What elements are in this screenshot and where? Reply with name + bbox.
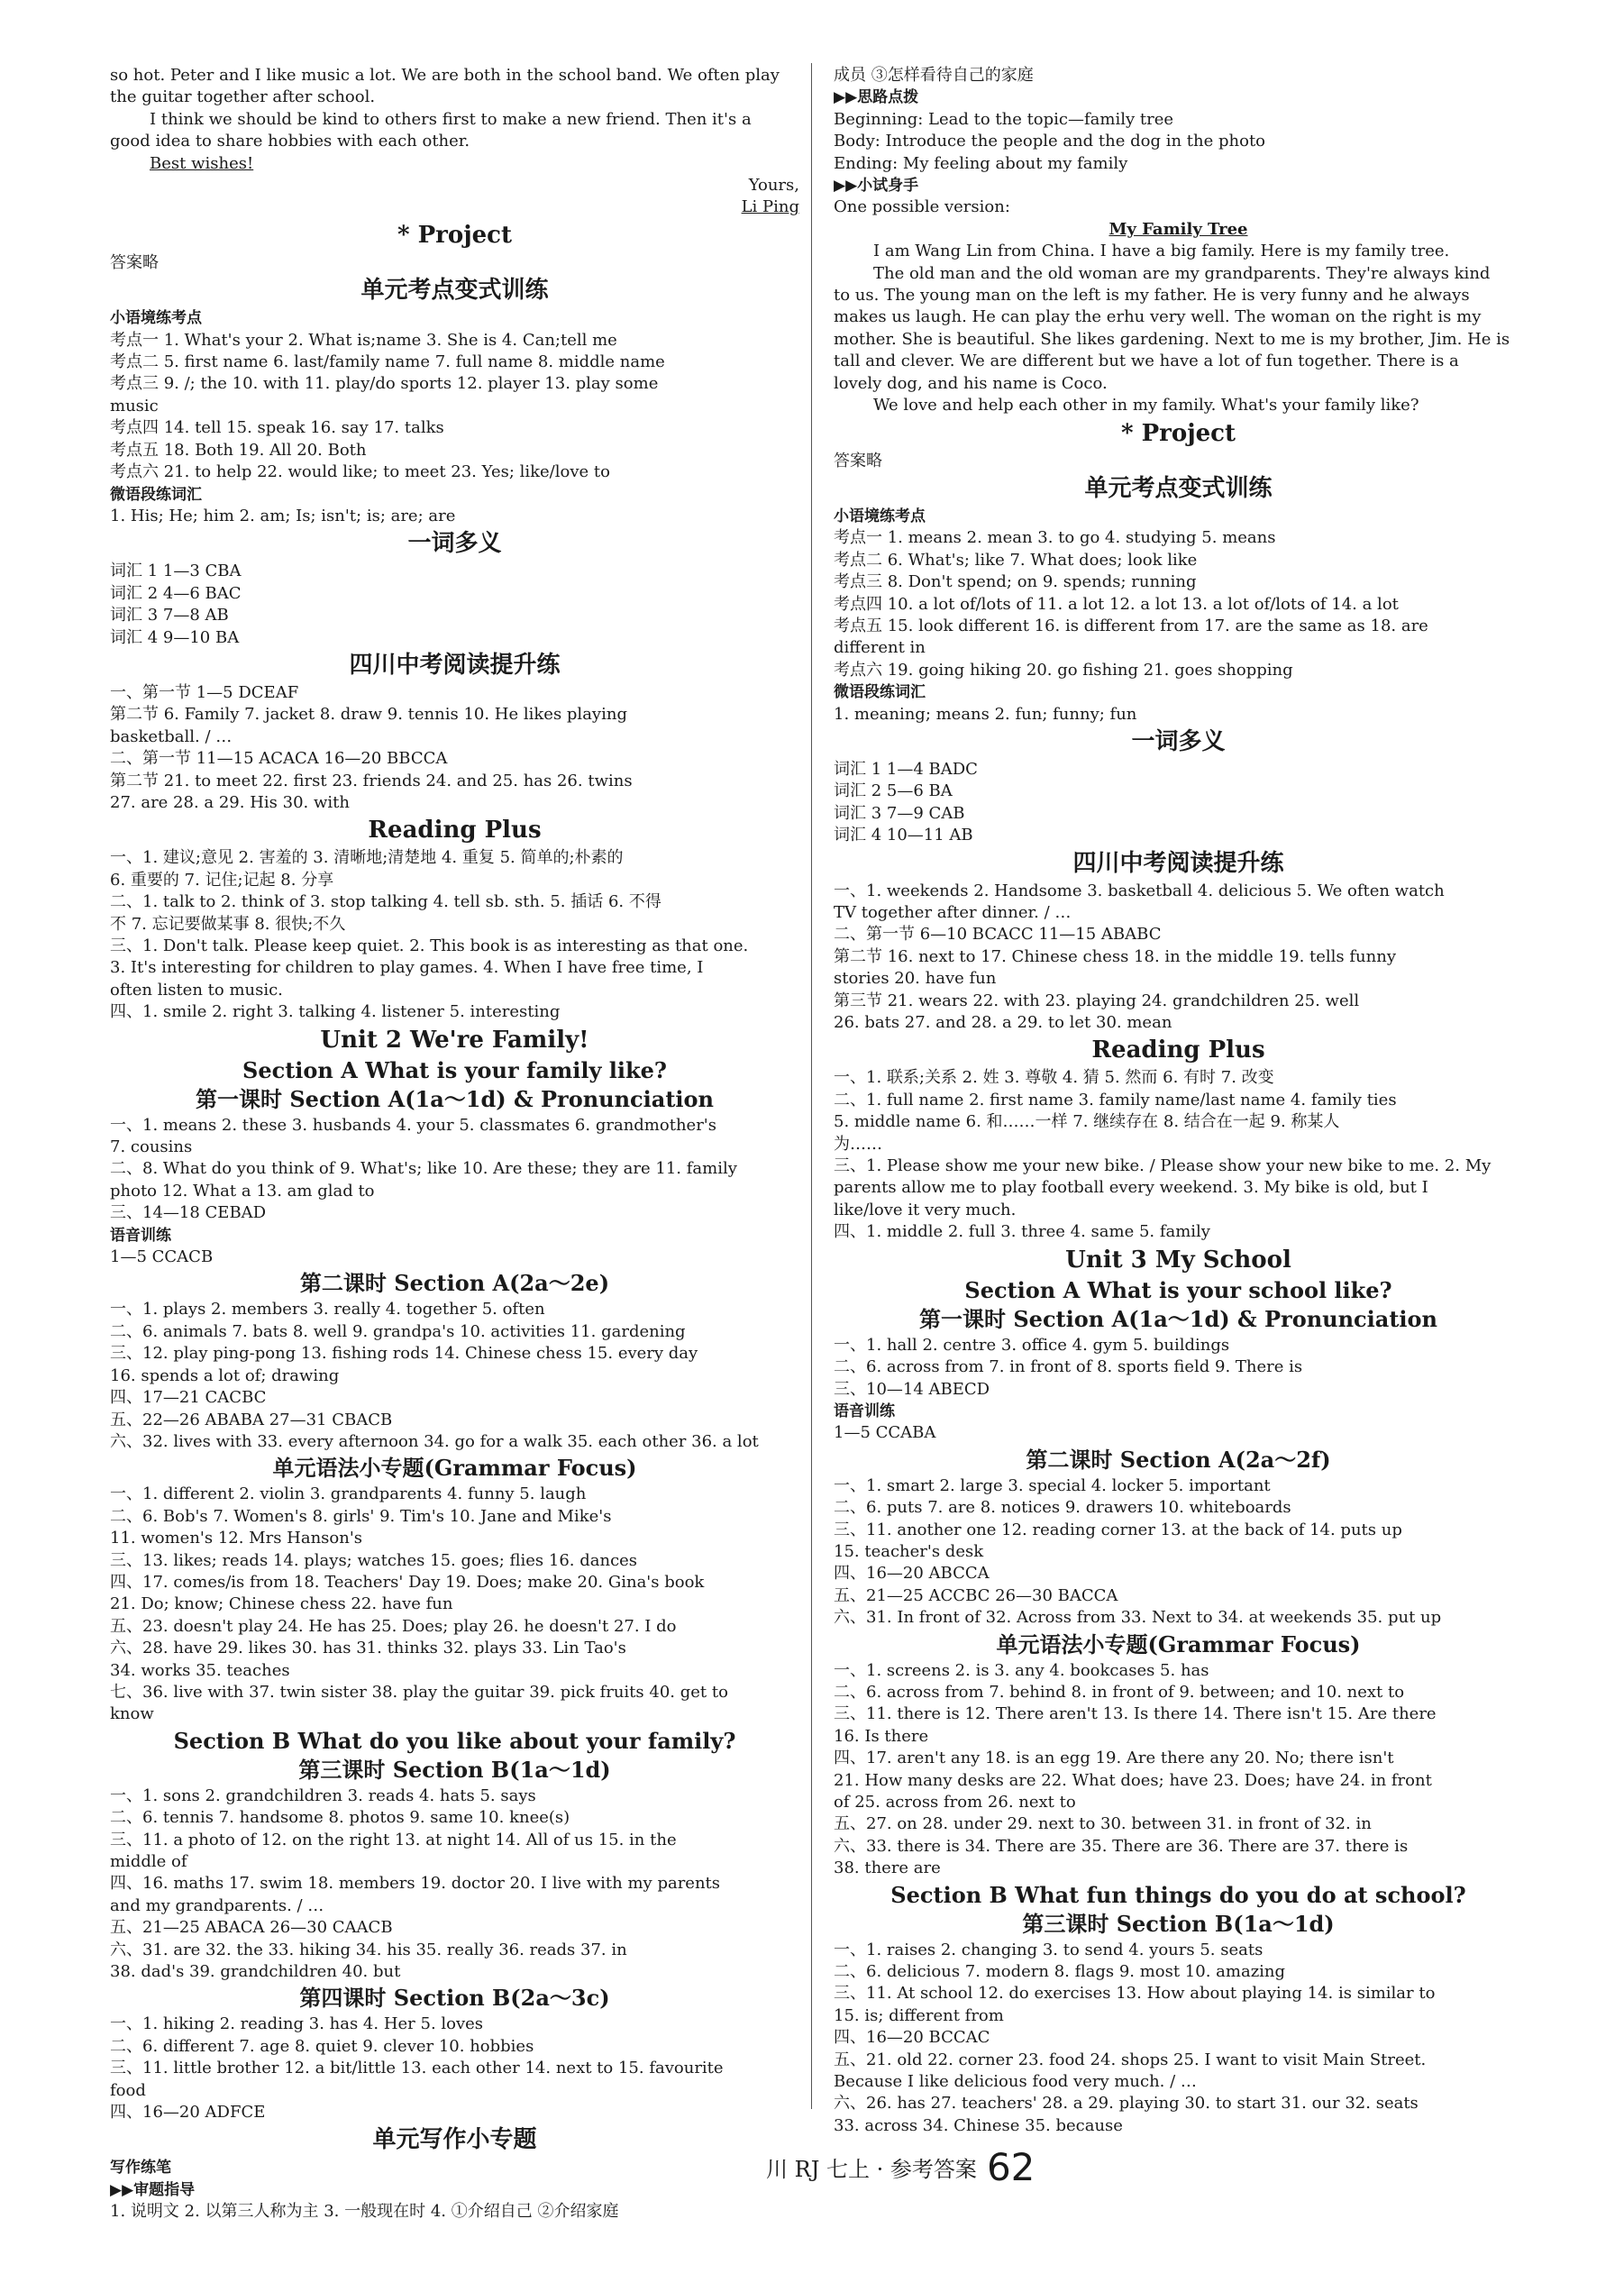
- answer-line: 一、1. weekends 2. Handsome 3. basketball 4. delicious 5. We often watch: [834, 881, 1445, 900]
- answer-line: 16. Is there: [834, 1726, 929, 1746]
- answer-line: stories 20. have fun: [834, 969, 997, 989]
- answer-line: different in: [834, 638, 926, 658]
- answer-line: 四、16—20 BCCAC: [834, 2028, 990, 2048]
- right-column: [834, 65, 1523, 2137]
- page-number: 62: [986, 2145, 1036, 2189]
- answer-line: of 25. across from 26. next to: [834, 1793, 1076, 1812]
- essay-title: My Family Tree: [1109, 219, 1248, 239]
- answer-line: 第二节 16. next to 17. Chinese chess 18. in the middle 19. tells funny: [834, 946, 1396, 966]
- answer-line: 六、31. In front of 32. Across from 33. Next to 34. at weekends 35. put up: [834, 1608, 1442, 1628]
- answer-line: 一、1. 建议;意见 2. 害羞的 3. 清晰地;清楚地 4. 重复 5. 简单的;朴素的: [110, 848, 624, 868]
- label-line: 小语境练考点: [110, 309, 202, 328]
- answer-line: 五、23. doesn't play 24. He has 25. Does; play 26. he doesn't 27. I do: [110, 1616, 677, 1636]
- answer-line: so hot. Peter and I like music a lot. We are both in the school band. We often play: [110, 66, 780, 85]
- answer-line: 11. women's 12. Mrs Hanson's: [110, 1529, 363, 1548]
- answer-line: One possible version:: [834, 197, 1010, 217]
- answer-line: TV together after dinner. / …: [834, 903, 1072, 922]
- answer-line: 四、16—20 ADFCE: [110, 2103, 266, 2123]
- answer-line: 考点二 6. What's; like 7. What does; look like: [834, 550, 1198, 570]
- answer-line: 26. bats 27. and 28. a 29. to let 30. mean: [834, 1013, 1172, 1033]
- subsection-heading: Section A What is your school like?: [964, 1276, 1392, 1303]
- answer-line: 答案略: [110, 252, 159, 272]
- answer-line: 五、21—25 ACCBC 26—30 BACCA: [834, 1585, 1118, 1605]
- answer-line: 四、17. comes/is from 18. Teachers' Day 19. Does; make 20. Gina's book: [110, 1572, 705, 1592]
- answer-line: often listen to music.: [110, 980, 283, 1000]
- answer-line: 六、31. are 32. the 33. hiking 34. his 35. really 36. reads 37. in: [110, 1940, 627, 1959]
- answer-line: Ending: My feeling about my family: [834, 153, 1128, 173]
- answer-line: 考点一 1. What's your 2. What is;name 3. She is 4. Can;tell me: [110, 330, 617, 350]
- answer-line: 考点六 21. to help 22. would like; to meet 23. Yes; like/love to: [110, 462, 610, 482]
- answer-line: 三、1. Don't talk. Please keep quiet. 2. This book is as interesting as that one.: [110, 936, 749, 955]
- subsection-heading: 第一课时 Section A(1a～1d) & Pronunciation: [918, 1305, 1437, 1332]
- answer-line: I think we should be kind to others first to make a new friend. Then it's a: [150, 109, 752, 129]
- left-column: [110, 65, 799, 2224]
- answer-line: 考点五 15. look different 16. is different from 17. are the same as 18. are: [834, 616, 1428, 635]
- answer-line: 1—5 CCACB: [110, 1247, 214, 1267]
- label-line: 小语境练考点: [834, 507, 926, 525]
- answer-line: basketball. / …: [110, 726, 233, 746]
- answer-line: 三、11. there is 12. There aren't 13. Is there 14. There isn't 15. Are there: [834, 1704, 1437, 1724]
- label-line: 微语段练词汇: [110, 485, 202, 504]
- answer-line: 五、21. old 22. corner 23. food 24. shops 25. I want to visit Main Street.: [834, 2050, 1427, 2069]
- answer-line: 考点二 5. first name 6. last/family name 7. full name 8. middle name: [110, 352, 665, 372]
- answer-line: 词汇 4 9—10 BA: [110, 627, 240, 647]
- answer-line: 词汇 2 5—6 BA: [834, 781, 953, 801]
- answer-line: 四、17—21 CACBC: [110, 1388, 267, 1408]
- answer-line: 7. cousins: [110, 1137, 193, 1157]
- answer-line: Best wishes!: [150, 153, 254, 173]
- answer-line: 词汇 2 4—6 BAC: [110, 583, 242, 603]
- section-heading: 单元考点变式训练: [360, 277, 549, 305]
- page-footer: [766, 2145, 1035, 2189]
- section-heading: 四川中考阅读提升练: [349, 651, 561, 679]
- subsection-heading: 第三课时 Section B(1a～1d): [1022, 1910, 1335, 1937]
- answer-line: 词汇 3 7—9 CAB: [834, 803, 965, 823]
- answer-line: 一、1. smart 2. large 3. special 4. locker 5. important: [834, 1475, 1271, 1495]
- section-heading: Unit 2 We're Family!: [320, 1026, 589, 1054]
- answer-line: food: [110, 2080, 146, 2100]
- section-heading: * Project: [1120, 419, 1236, 447]
- answer-line: 五、22—26 ABABA 27—31 CBACB: [110, 1410, 393, 1429]
- answer-line: 一、第一节 1—5 DCEAF: [110, 682, 299, 702]
- section-heading: Reading Plus: [368, 817, 542, 845]
- answer-line: 四、16—20 ABCCA: [834, 1564, 990, 1584]
- answer-line: 二、第一节 11—15 ACACA 16—20 BBCCA: [110, 749, 448, 769]
- answer-line: 二、8. What do you think of 9. What's; like 10. Are these; they are 11. family: [110, 1159, 737, 1179]
- answer-line: 二、6. puts 7. are 8. notices 9. drawers 10. whiteboards: [834, 1498, 1291, 1518]
- answer-line: Because I like delicious food very much. / …: [834, 2072, 1197, 2092]
- answer-line: parents allow me to play football every weekend. 3. My bike is old, but I: [834, 1178, 1428, 1198]
- answer-line: 1. 说明文 2. 以第三人称为主 3. 一般现在时 4. ①介绍自己 ②介绍家庭: [110, 2202, 619, 2222]
- answer-line: 二、6. Bob's 7. Women's 8. girls' 9. Tim's 10. Jane and Mike's: [110, 1506, 612, 1526]
- answer-line: 为……: [834, 1134, 882, 1154]
- answer-line: 五、21—25 ABACA 26—30 CAACB: [110, 1918, 393, 1938]
- answer-line: 二、1. talk to 2. think of 3. stop talking 4. tell sb. sth. 5. 插话 6. 不得: [110, 892, 661, 912]
- label-line: 语音训练: [834, 1402, 895, 1420]
- answer-line: 答案略: [834, 451, 882, 470]
- answer-line: Body: Introduce the people and the dog in the photo: [834, 132, 1266, 151]
- answer-line: 词汇 4 10—11 AB: [834, 826, 973, 845]
- subsection-heading: 第一课时 Section A(1a～1d) & Pronunciation: [195, 1085, 714, 1112]
- answer-line: 三、11. At school 12. do exercises 13. How about playing 14. is similar to: [834, 1984, 1436, 2004]
- answer-line: 考点三 8. Don't spend; on 9. spends; running: [834, 572, 1197, 592]
- answer-line: 六、26. has 27. teachers' 28. a 29. playing 30. to start 31. our 32. seats: [834, 2094, 1419, 2114]
- label-line: 语音训练: [110, 1226, 171, 1245]
- subsection-heading: 单元语法小专题(Grammar Focus): [272, 1455, 637, 1482]
- answer-line: makes us laugh. He can play the erhu very well. The woman on the right is my: [834, 307, 1482, 327]
- answer-line: 第二节 6. Family 7. jacket 8. draw 9. tennis 10. He likes playing: [110, 705, 627, 725]
- answer-line: 五、27. on 28. under 29. next to 30. between 31. in front of 32. in: [834, 1814, 1372, 1834]
- answer-line: 三、11. another one 12. reading corner 13. at the back of 14. puts up: [834, 1520, 1402, 1539]
- answer-line: 考点五 18. Both 19. All 20. Both: [110, 440, 367, 460]
- answer-line: 38. dad's 39. grandchildren 40. but: [110, 1962, 401, 1982]
- section-heading: Unit 3 My School: [1065, 1246, 1291, 1274]
- answer-line: middle of: [110, 1852, 187, 1871]
- answer-line: 5. middle name 6. 和……一样 7. 继续存在 8. 结合在一起 9. 称某人: [834, 1112, 1340, 1132]
- answer-line: 成员 ③怎样看待自己的家庭: [834, 66, 1034, 85]
- answer-line: The old man and the old woman are my grandparents. They're always kind: [873, 263, 1491, 283]
- section-heading: 一词多义: [1131, 727, 1226, 755]
- answer-line: 不 7. 忘记要做某事 8. 很快;不久: [110, 914, 346, 934]
- answer-line: 一、1. raises 2. changing 3. to send 4. yours 5. seats: [834, 1940, 1264, 1959]
- label-line: ▶▶思路点拨: [834, 88, 919, 107]
- answer-line: 六、32. lives with 33. every afternoon 34. go for a walk 35. each other 36. a lot: [110, 1431, 759, 1451]
- answer-line: 考点四 10. a lot of/lots of 11. a lot 12. a lot 13. a lot of/lots of 14. a lot: [834, 594, 1399, 614]
- label-line: 写作练笔: [110, 2159, 171, 2178]
- column-divider: [811, 63, 812, 2109]
- answer-line: 三、1. Please show me your new bike. / Please show your new bike to me. 2. My: [834, 1156, 1492, 1176]
- subsection-heading: Section B What do you like about your family?: [173, 1727, 736, 1754]
- answer-line: 四、1. smile 2. right 3. talking 4. listener 5. interesting: [110, 1002, 561, 1022]
- answer-line: 1—5 CCABA: [834, 1423, 936, 1443]
- answer-line: 21. How many desks are 22. What does; have 23. Does; have 24. in front: [834, 1770, 1432, 1790]
- answer-line: 二、6. across from 7. behind 8. in front of 9. between; and 10. next to: [834, 1682, 1405, 1702]
- section-heading: 单元写作小专题: [372, 2126, 537, 2154]
- answer-line: 16. spends a lot of; drawing: [110, 1365, 340, 1385]
- label-line: 微语段练词汇: [834, 683, 926, 702]
- answer-line: 词汇 3 7—8 AB: [110, 606, 229, 626]
- answer-line: 一、1. plays 2. members 3. really 4. together 5. often: [110, 1300, 545, 1319]
- answer-line: 四、16. maths 17. swim 18. members 19. doctor 20. I live with my parents: [110, 1874, 721, 1894]
- answer-line: 1. His; He; him 2. am; Is; isn't; is; are; are: [110, 506, 456, 525]
- answer-line: 第三节 21. wears 22. with 23. playing 24. grandchildren 25. well: [834, 991, 1360, 1010]
- answer-line: 六、33. there is 34. There are 35. There are 36. There are 37. there is: [834, 1836, 1409, 1856]
- answer-line: Beginning: Lead to the topic—family tree: [834, 109, 1174, 129]
- section-heading: 四川中考阅读提升练: [1072, 849, 1284, 877]
- answer-line: 词汇 1 1—4 BADC: [834, 759, 978, 779]
- answer-line: 四、1. middle 2. full 3. three 4. same 5. family: [834, 1222, 1210, 1242]
- answer-line: to us. The young man on the left is my father. He is very funny and he always: [834, 286, 1470, 306]
- answer-line: 七、36. live with 37. twin sister 38. play the guitar 39. pick fruits 40. get to: [110, 1682, 728, 1702]
- section-heading: 单元考点变式训练: [1084, 474, 1273, 502]
- answer-line: 15. is; different from: [834, 2005, 1004, 2025]
- answer-line: 一、1. hall 2. centre 3. office 4. gym 5. buildings: [834, 1335, 1230, 1355]
- answer-line: 27. are 28. a 29. His 30. with: [110, 792, 350, 812]
- answer-line: 词汇 1 1—3 CBA: [110, 562, 242, 581]
- section-heading: Reading Plus: [1091, 1036, 1265, 1064]
- answer-line: 一、1. screens 2. is 3. any 4. bookcases 5. has: [834, 1660, 1209, 1680]
- label-line: ▶▶小试身手: [834, 177, 919, 196]
- answer-line: 二、第一节 6—10 BCACC 11—15 ABABC: [834, 925, 1162, 945]
- answer-line: 三、10—14 ABECD: [834, 1379, 990, 1399]
- answer-line: 六、28. have 29. likes 30. has 31. thinks 32. plays 33. Lin Tao's: [110, 1639, 626, 1658]
- answer-line: 考点三 9. /; the 10. with 11. play/do sports 12. player 13. play some: [110, 374, 659, 394]
- answer-line: 二、6. delicious 7. modern 8. flags 9. most 10. amazing: [834, 1962, 1286, 1982]
- answer-line: 三、12. play ping-pong 13. fishing rods 14. Chinese chess 15. every day: [110, 1344, 698, 1364]
- subsection-heading: Section A What is your family like?: [242, 1056, 667, 1083]
- answer-line: tall and clever. We are different but we have a lot of fun together. There is a: [834, 352, 1459, 371]
- subsection-heading: 第四课时 Section B(2a～3c): [299, 1985, 610, 2012]
- answer-line: mother. She is beautiful. She likes gardening. Next to me is my brother, Jim. He is: [834, 329, 1510, 349]
- answer-line: 一、1. 联系;关系 2. 姓 3. 尊敬 4. 猜 5. 然而 6. 有时 7. 改变: [834, 1068, 1274, 1088]
- answer-line: 34. works 35. teaches: [110, 1660, 290, 1680]
- answer-line: 1. meaning; means 2. fun; funny; fun: [834, 704, 1137, 724]
- answer-line: 考点六 19. going hiking 20. go fishing 21. goes shopping: [834, 660, 1293, 680]
- answer-line: like/love it very much.: [834, 1200, 1017, 1219]
- subsection-heading: 第二课时 Section A(2a～2e): [299, 1270, 610, 1297]
- answer-line: 21. Do; know; Chinese chess 22. have fun: [110, 1594, 453, 1614]
- answer-line: 二、1. full name 2. first name 3. family name/last name 4. family ties: [834, 1090, 1397, 1109]
- section-heading: 一词多义: [407, 530, 502, 558]
- answer-line: good idea to share hobbies with each other.: [110, 132, 470, 151]
- answer-line: know: [110, 1704, 154, 1724]
- answer-line: music: [110, 396, 159, 415]
- answer-line: 一、1. different 2. violin 3. grandparents 4. funny 5. laugh: [110, 1484, 587, 1504]
- answer-line: 二、6. tennis 7. handsome 8. photos 9. same 10. knee(s): [110, 1808, 570, 1828]
- subsection-heading: 单元语法小专题(Grammar Focus): [996, 1630, 1361, 1657]
- answer-line: 二、6. across from 7. in front of 8. sports field 9. There is: [834, 1357, 1303, 1377]
- answer-line: 三、11. a photo of 12. on the right 13. at night 14. All of us 15. in the: [110, 1830, 677, 1849]
- answer-line: 考点四 14. tell 15. speak 16. say 17. talks: [110, 418, 444, 438]
- answer-line: 二、6. animals 7. bats 8. well 9. grandpa's 10. activities 11. gardening: [110, 1321, 686, 1341]
- answer-line: photo 12. What a 13. am glad to: [110, 1181, 375, 1201]
- footer-text: 川 RJ 七上 · 参考答案: [766, 2157, 977, 2182]
- answer-line: 3. It's interesting for children to play games. 4. When I have free time, I: [110, 958, 704, 978]
- answer-line: 三、13. likes; reads 14. plays; watches 15. goes; flies 16. dances: [110, 1550, 638, 1570]
- answer-line: 四、17. aren't any 18. is an egg 19. Are there any 20. No; there isn't: [834, 1749, 1394, 1768]
- answer-line: 考点一 1. means 2. mean 3. to go 4. studying 5. means: [834, 528, 1276, 548]
- answer-line: I am Wang Lin from China. I have a big family. Here is my family tree.: [873, 242, 1450, 261]
- answer-line: 38. there are: [834, 1858, 941, 1878]
- subsection-heading: Section B What fun things do you do at school?: [890, 1881, 1466, 1908]
- answer-line: 三、11. little brother 12. a bit/little 13. each other 14. next to 15. favourite: [110, 2059, 724, 2078]
- answer-line: 三、14—18 CEBAD: [110, 1203, 267, 1223]
- answer-line: lovely dog, and his name is Coco.: [834, 373, 1108, 393]
- answer-line: Yours,: [748, 176, 799, 196]
- answer-line: 一、1. hiking 2. reading 3. has 4. Her 5. loves: [110, 2014, 484, 2034]
- answer-line: 33. across 34. Chinese 35. because: [834, 2115, 1123, 2135]
- answer-line: and my grandparents. / …: [110, 1895, 324, 1915]
- answer-line: the guitar together after school.: [110, 87, 376, 107]
- answer-line: 15. teacher's desk: [834, 1541, 984, 1561]
- label-line: ▶▶审题指导: [110, 2180, 196, 2199]
- section-heading: * Project: [397, 221, 513, 249]
- answer-line: 6. 重要的 7. 记住;记起 8. 分享: [110, 870, 334, 890]
- answer-line: 一、1. means 2. these 3. husbands 4. your 5. classmates 6. grandmother's: [110, 1115, 716, 1135]
- answer-line: 一、1. sons 2. grandchildren 3. reads 4. hats 5. says: [110, 1785, 536, 1805]
- answer-line: 第二节 21. to meet 22. first 23. friends 24. and 25. has 26. twins: [110, 771, 633, 790]
- answer-line: We love and help each other in my family. What's your family like?: [873, 396, 1419, 415]
- answer-line: 二、6. different 7. age 8. quiet 9. clever 10. hobbies: [110, 2036, 534, 2056]
- subsection-heading: 第三课时 Section B(1a～1d): [298, 1756, 611, 1783]
- subsection-heading: 第二课时 Section A(2a～2f): [1026, 1446, 1331, 1473]
- answer-line: Li Ping: [741, 197, 799, 217]
